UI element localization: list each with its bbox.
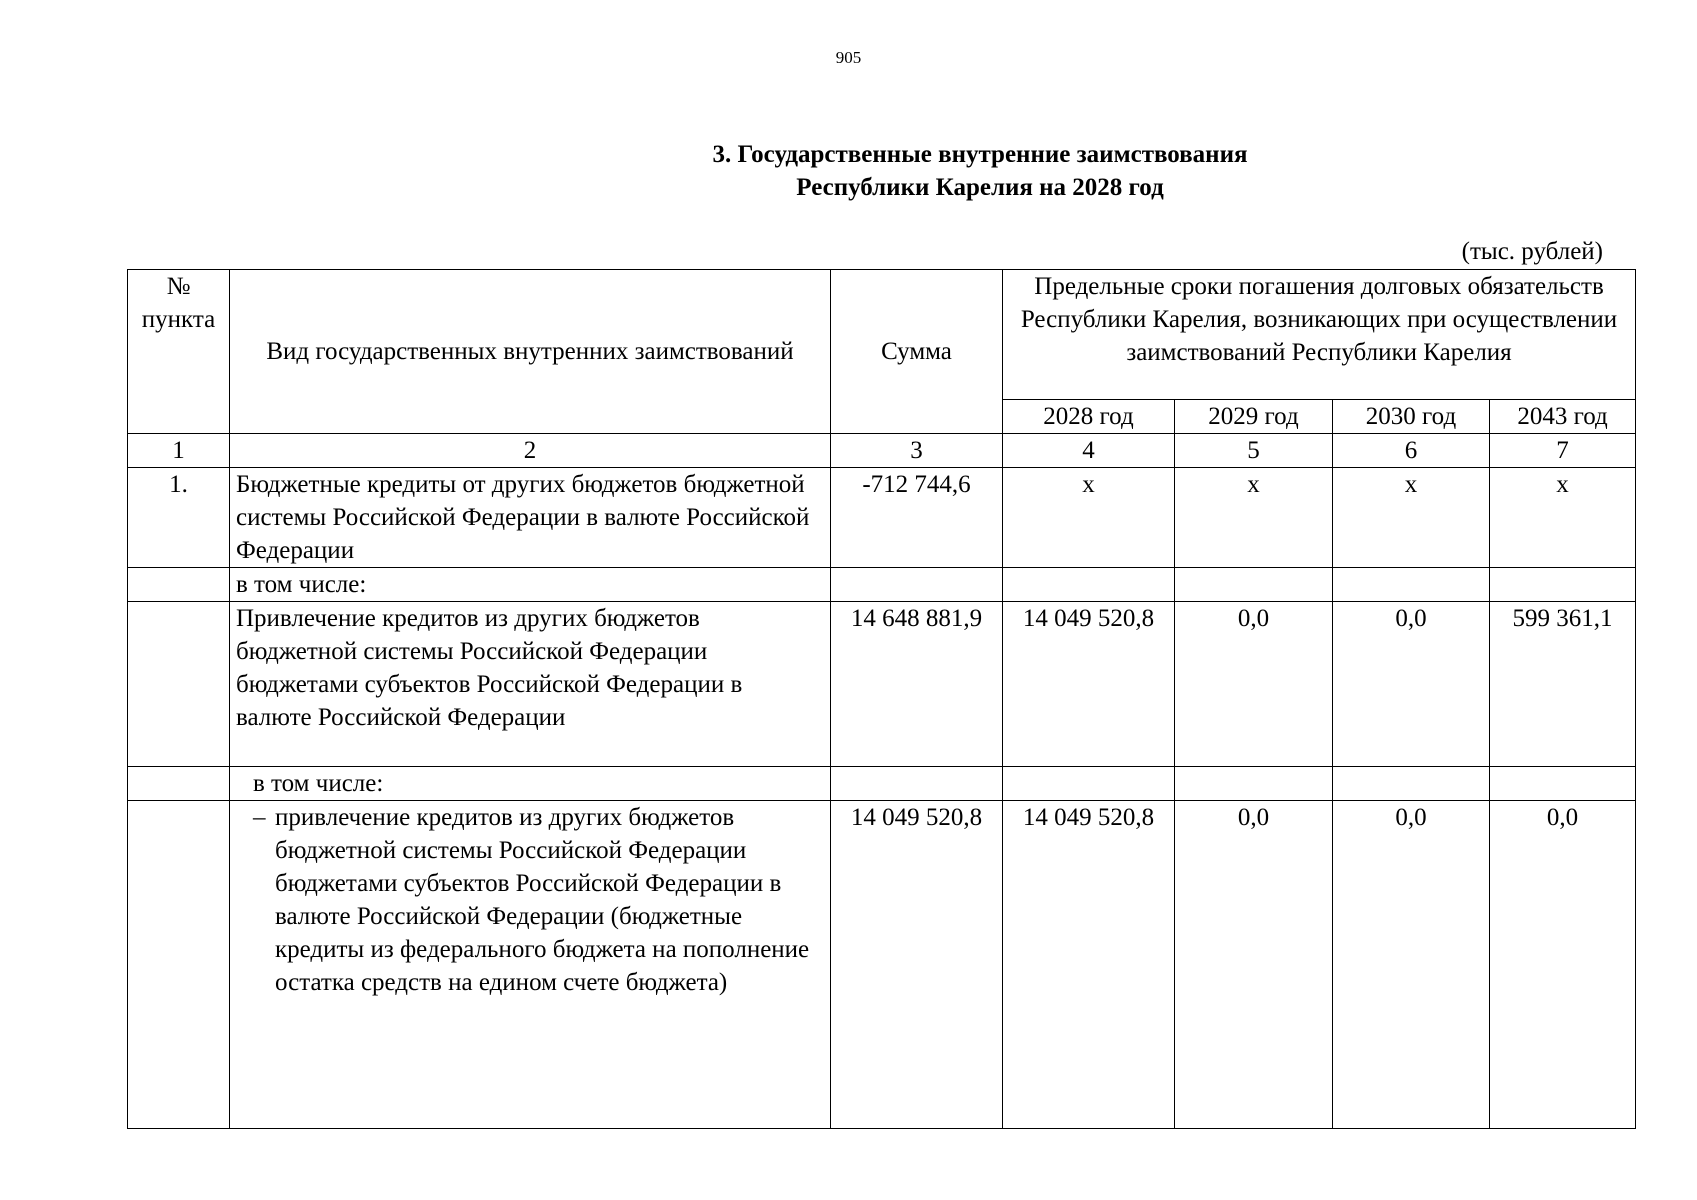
row-value-2043: 599 361,1: [1490, 602, 1636, 767]
row-value-2030: 0,0: [1333, 602, 1490, 767]
empty-cell: [1490, 767, 1636, 801]
row-sum: -712 744,6: [831, 468, 1003, 568]
header-year-2043: 2043 год: [1490, 400, 1636, 434]
row-num: [128, 602, 230, 767]
empty-cell: [1490, 568, 1636, 602]
dash-marker: –: [253, 804, 266, 831]
row-sum: 14 648 881,9: [831, 602, 1003, 767]
row-sum: 14 049 520,8: [831, 801, 1003, 1129]
column-number: 5: [1175, 434, 1333, 468]
table-row: [128, 767, 1636, 801]
row-value-2029: 0,0: [1175, 602, 1333, 767]
row-label-cell: [230, 801, 831, 1129]
empty-cell: [1003, 568, 1175, 602]
empty-cell: [1333, 767, 1490, 801]
title-line-2: Республики Карелия на 2028 год: [796, 174, 1164, 201]
row-value-2028: х: [1003, 468, 1175, 568]
column-number-row: [128, 434, 1636, 468]
header-year-2029: 2029 год: [1175, 400, 1333, 434]
row-value-2028: 14 049 520,8: [1003, 801, 1175, 1129]
empty-cell: [1333, 568, 1490, 602]
header-deadlines: Предельные сроки погашения долговых обязательств Республики Карелия, возникающих при осуществлении заимствований Республики Карелия: [1003, 270, 1636, 400]
table-row: [128, 468, 1636, 568]
page-number: 905: [835, 48, 862, 67]
row-label: Бюджетные кредиты от других бюджетов бюджетной системы Российской Федерации в валюте Российской Федерации: [230, 468, 831, 568]
empty-cell: [128, 767, 230, 801]
empty-cell: [831, 767, 1003, 801]
empty-cell: [831, 568, 1003, 602]
borrowings-table: [127, 269, 1636, 1129]
row-value-2030: х: [1333, 468, 1490, 568]
column-number: 1: [128, 434, 230, 468]
column-number: 2: [230, 434, 831, 468]
header-sum: Сумма: [831, 270, 1003, 434]
row-num: 1.: [128, 468, 230, 568]
column-number: 4: [1003, 434, 1175, 468]
header-type: Вид государственных внутренних заимствований: [230, 270, 831, 434]
row-value-2029: х: [1175, 468, 1333, 568]
empty-cell: [1003, 767, 1175, 801]
table-header-row: [128, 270, 1636, 400]
column-number: 6: [1333, 434, 1490, 468]
header-year-2028: 2028 год: [1003, 400, 1175, 434]
row-value-2030: 0,0: [1333, 801, 1490, 1129]
row-value-2043: х: [1490, 468, 1636, 568]
empty-cell: [128, 568, 230, 602]
row-label: Привлечение кредитов из других бюджетов бюджетной системы Российской Федерации бюджетами субъектов Российской Федерации в валюте Российской Федерации: [230, 602, 831, 767]
table-row: [128, 568, 1636, 602]
title-line-1: 3. Государственные внутренние заимствования: [712, 141, 1248, 168]
header-year-2030: 2030 год: [1333, 400, 1490, 434]
row-label: в том числе:: [230, 767, 831, 801]
units-label: (тыс. рублей): [1461, 238, 1603, 265]
row-value-2028: 14 049 520,8: [1003, 602, 1175, 767]
empty-cell: [1175, 568, 1333, 602]
empty-cell: [1175, 767, 1333, 801]
row-label: привлечение кредитов из других бюджетов бюджетной системы Российской Федерации бюджетами субъектов Российской Федерации в валюте Российской Федерации (бюджетные кредиты из федерального бюджета на пополнение остатка средств на едином счете бюджета): [275, 804, 810, 996]
header-num: № пункта: [128, 270, 230, 434]
document-title: [460, 138, 1500, 204]
table-row: [128, 801, 1636, 1129]
row-label: в том числе:: [230, 568, 831, 602]
table-row: [128, 602, 1636, 767]
column-number: 3: [831, 434, 1003, 468]
row-value-2043: 0,0: [1490, 801, 1636, 1129]
row-value-2029: 0,0: [1175, 801, 1333, 1129]
column-number: 7: [1490, 434, 1636, 468]
row-num: [128, 801, 230, 1129]
